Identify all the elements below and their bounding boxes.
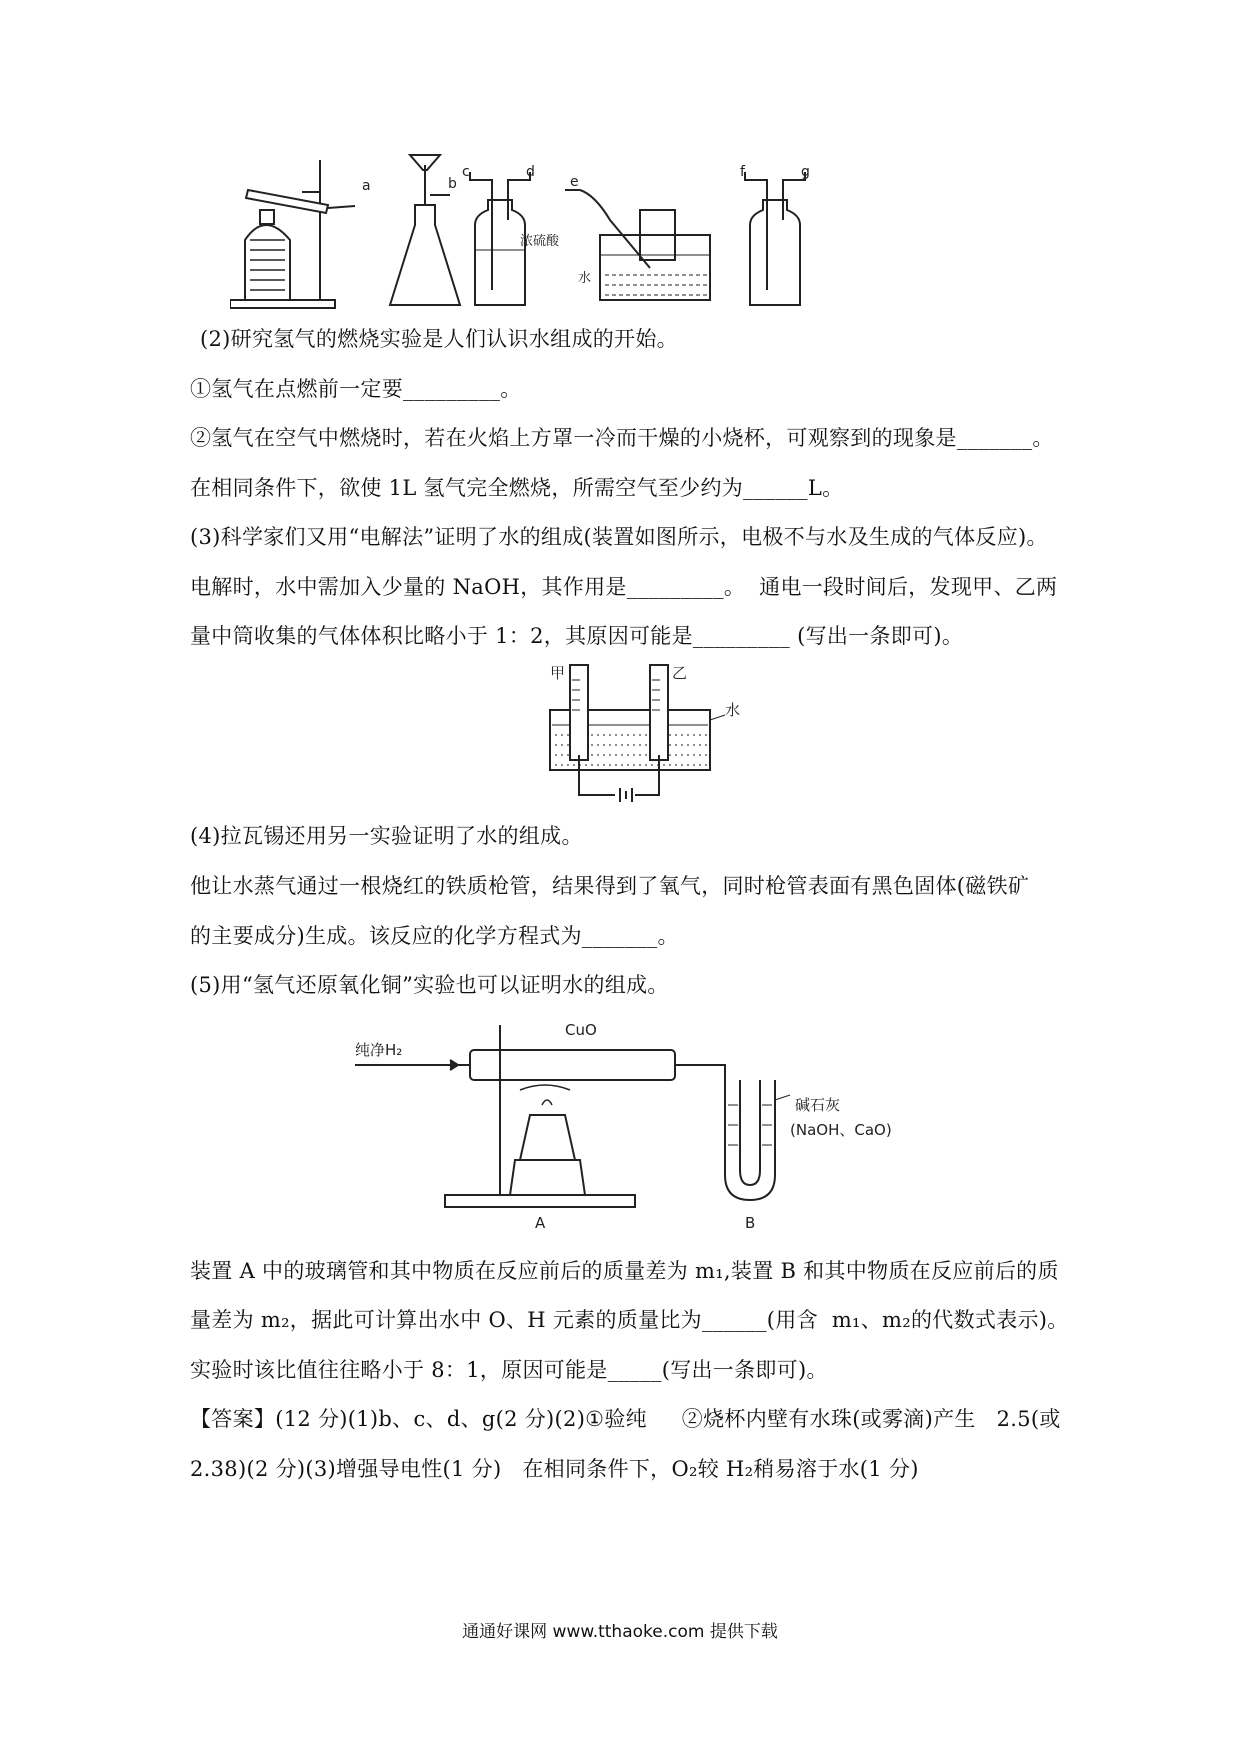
question-5-c: 实验时该比值往往略小于 8：1，原因可能是_____(写出一条即可)。 [190, 1358, 828, 1382]
question-4-a: (4)拉瓦锡还用另一实验证明了水的组成。 [190, 824, 583, 848]
question-2: (2)研究氢气的燃烧实验是人们认识水组成的开始。 [200, 327, 678, 351]
apparatus-figure [230, 150, 930, 320]
question-2-3: 在相同条件下，欲使 1L 氢气完全燃烧，所需空气至少约为______L。 [190, 476, 844, 500]
label-cuo: CuO [565, 1021, 597, 1039]
question-4-b: 他让水蒸气通过一根烧红的铁质枪管，结果得到了氧气，同时枪管表面有黑色固体(磁铁矿 [190, 874, 1030, 898]
label-pure-h2: 纯净H₂ [355, 1041, 403, 1059]
question-4-c: 的主要成分)生成。该反应的化学方程式为_______。 [190, 924, 679, 948]
reduction-figure [350, 1010, 960, 1235]
question-5-a: 装置 A 中的玻璃管和其中物质在反应前后的质量差为 m₁,装置 B 和其中物质在反应前后的质 [190, 1259, 1059, 1283]
question-2-1: ①氢气在点燃前一定要_________。 [190, 377, 522, 401]
label-soda-lime-comp: (NaOH、CaO) [790, 1121, 892, 1139]
question-5: (5)用“氢气还原氧化铜”实验也可以证明水的组成。 [190, 973, 669, 997]
heating-apparatus [230, 160, 355, 308]
label-water: 水 [578, 271, 592, 286]
question-2-2: ②氢气在空气中燃烧时，若在火焰上方罩一冷而干燥的小烧杯，可观察到的现象是_______。 [190, 426, 1054, 450]
label-a: a [362, 178, 371, 194]
question-3-c: 量中筒收集的气体体积比略小于 1：2，其原因可能是_________ (写出一条即可)。 [190, 624, 964, 648]
label-f: f [740, 164, 745, 180]
electrolysis-figure [520, 660, 750, 810]
label-d: d [526, 164, 535, 180]
label-water-2: 水 [725, 701, 741, 719]
label-jia: 甲 [550, 664, 566, 682]
footer-source: 通通好课网 www.tthaoke.com 提供下载 [462, 1622, 778, 1642]
question-3-a: (3)科学家们又用“电解法”证明了水的组成(装置如图所示，电极不与水及生成的气体反应)。 [190, 525, 1048, 549]
label-b: b [448, 176, 457, 192]
gas-bottle [745, 172, 805, 305]
label-device-a: A [535, 1214, 546, 1232]
label-g: g [801, 164, 810, 180]
label-device-b: B [745, 1214, 756, 1232]
label-yi: 乙 [672, 664, 688, 682]
label-conc-sulfuric: 浓硫酸 [520, 234, 560, 249]
question-3-b: 电解时，水中需加入少量的 NaOH，其作用是_________。 通电一段时间后，发现甲、乙两 [190, 575, 1058, 599]
label-soda-lime: 碱石灰 [795, 1096, 841, 1114]
label-e: e [570, 174, 579, 190]
answer-line-a: 【答案】(12 分)(1)b、c、d、g(2 分)(2)①验纯 ②烧杯内壁有水珠(或雾滴)产生 2.5(或 [190, 1407, 1061, 1431]
question-5-b: 量差为 m₂，据此可计算出水中 O、H 元素的质量比为______(用含 m₁、m₂的代数式表示)。 [190, 1308, 1069, 1332]
label-c: c [462, 164, 470, 180]
answer-line-b: 2.38)(2 分)(3)增强导电性(1 分) 在相同条件下，O₂较 H₂稍易溶于水(1 分) [190, 1457, 919, 1481]
